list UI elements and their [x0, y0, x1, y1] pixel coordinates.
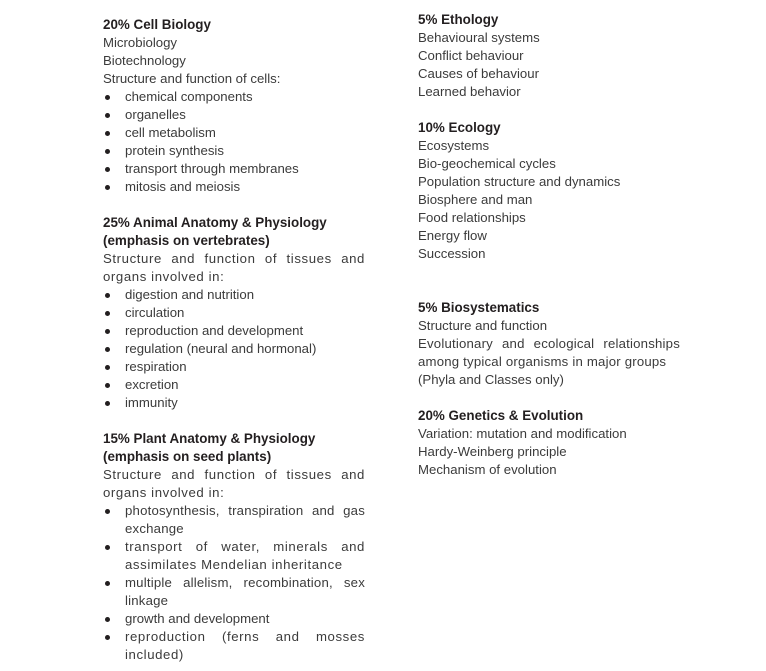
- bullet-icon: [105, 509, 110, 514]
- topic-line: Hardy-Weinberg principle: [418, 444, 567, 459]
- list-item: [103, 160, 365, 178]
- list-item: [103, 124, 365, 142]
- topic-line: Microbiology: [103, 35, 178, 50]
- list-item: [103, 358, 365, 376]
- section-intro: Structure and function of tissues and organs involved in:: [103, 467, 365, 500]
- topic-line: Behavioural systems: [418, 30, 540, 45]
- list-item: [103, 538, 365, 574]
- bullet-icon: [105, 167, 110, 172]
- topic-line: Causes of behaviour: [418, 66, 539, 81]
- topic-line: Variation: mutation and modification: [418, 426, 627, 441]
- topic-line: Learned behavior: [418, 84, 521, 99]
- topic-line: Conflict behaviour: [418, 48, 524, 63]
- list-item-text: photosynthesis, transpiration and gas exchange: [125, 503, 365, 536]
- bullet-list: [103, 502, 365, 664]
- bullet-icon: [105, 383, 110, 388]
- list-item-text: excretion: [125, 377, 179, 392]
- left-column: [103, 16, 365, 664]
- section-ethology: [418, 11, 688, 101]
- section-genetics-evolution: [418, 407, 688, 479]
- bullet-icon: [105, 545, 110, 550]
- section-heading: 20% Cell Biology: [103, 17, 211, 32]
- topic-line: Structure and function of cells:: [103, 71, 281, 86]
- topic-line: Food relationships: [418, 210, 526, 225]
- section-cell-biology: [103, 16, 365, 196]
- bullet-icon: [105, 329, 110, 334]
- bullet-icon: [105, 401, 110, 406]
- section-heading: 25% Animal Anatomy & Physiology: [103, 215, 327, 230]
- section-subheading: (emphasis on vertebrates): [103, 233, 270, 248]
- section-subheading: (emphasis on seed plants): [103, 449, 272, 464]
- topic-line: Energy flow: [418, 228, 487, 243]
- section-plant-anatomy: [103, 430, 365, 664]
- bullet-icon: [105, 581, 110, 586]
- topic-line: Evolutionary and ecological relationships among typical organisms in major groups: [418, 336, 680, 369]
- bullet-icon: [105, 311, 110, 316]
- bullet-icon: [105, 365, 110, 370]
- list-item-text: cell metabolism: [125, 125, 216, 140]
- bullet-icon: [105, 95, 110, 100]
- list-item: [103, 340, 365, 358]
- topic-line: Structure and function: [418, 318, 548, 333]
- section-heading: 20% Genetics & Evolution: [418, 408, 584, 423]
- bullet-icon: [105, 347, 110, 352]
- topic-line: Ecosystems: [418, 138, 490, 153]
- topic-line: Succession: [418, 246, 486, 261]
- right-column: [418, 11, 688, 479]
- bullet-icon: [105, 149, 110, 154]
- list-item: [103, 88, 365, 106]
- list-item: [103, 574, 365, 610]
- section-heading: 5% Biosystematics: [418, 300, 540, 315]
- list-item-text: organelles: [125, 107, 186, 122]
- section-biosystematics: [418, 299, 688, 389]
- bullet-icon: [105, 293, 110, 298]
- section-animal-anatomy: [103, 214, 365, 412]
- list-item-text: reproduction and development: [125, 323, 304, 338]
- list-item: [103, 142, 365, 160]
- topic-line: (Phyla and Classes only): [418, 372, 564, 387]
- bullet-icon: [105, 131, 110, 136]
- bullet-list: [103, 286, 365, 412]
- list-item-text: transport of water, minerals and assimilates Mendelian inheritance: [125, 539, 365, 572]
- topic-line: Biotechnology: [103, 53, 186, 68]
- topic-line: Population structure and dynamics: [418, 174, 621, 189]
- list-item-text: growth and development: [125, 611, 270, 626]
- topic-line: Biosphere and man: [418, 192, 533, 207]
- section-ecology: [418, 119, 688, 263]
- list-item: [103, 376, 365, 394]
- bullet-icon: [105, 635, 110, 640]
- topic-line: Mechanism of evolution: [418, 462, 557, 477]
- list-item-text: immunity: [125, 395, 178, 410]
- list-item: [103, 304, 365, 322]
- bullet-icon: [105, 617, 110, 622]
- section-intro: Structure and function of tissues and organs involved in:: [103, 251, 365, 284]
- list-item-text: respiration: [125, 359, 187, 374]
- list-item-text: transport through membranes: [125, 161, 299, 176]
- list-item: [103, 286, 365, 304]
- list-item: [103, 610, 365, 628]
- list-item-text: protein synthesis: [125, 143, 224, 158]
- list-item-text: regulation (neural and hormonal): [125, 341, 317, 356]
- section-heading: 15% Plant Anatomy & Physiology: [103, 431, 316, 446]
- list-item-text: chemical components: [125, 89, 253, 104]
- bullet-icon: [105, 185, 110, 190]
- list-item: [103, 178, 365, 196]
- list-item-text: digestion and nutrition: [125, 287, 255, 302]
- list-item: [103, 628, 365, 664]
- list-item-text: reproduction (ferns and mosses included): [125, 629, 365, 662]
- bullet-icon: [105, 113, 110, 118]
- list-item-text: mitosis and meiosis: [125, 179, 241, 194]
- section-heading: 5% Ethology: [418, 12, 499, 27]
- list-item: [103, 394, 365, 412]
- section-heading: 10% Ecology: [418, 120, 501, 135]
- bullet-list: [103, 88, 365, 196]
- list-item-text: multiple allelism, recombination, sex linkage: [125, 575, 365, 608]
- list-item-text: circulation: [125, 305, 185, 320]
- topic-line: Bio-geochemical cycles: [418, 156, 556, 171]
- list-item: [103, 106, 365, 124]
- list-item: [103, 502, 365, 538]
- list-item: [103, 322, 365, 340]
